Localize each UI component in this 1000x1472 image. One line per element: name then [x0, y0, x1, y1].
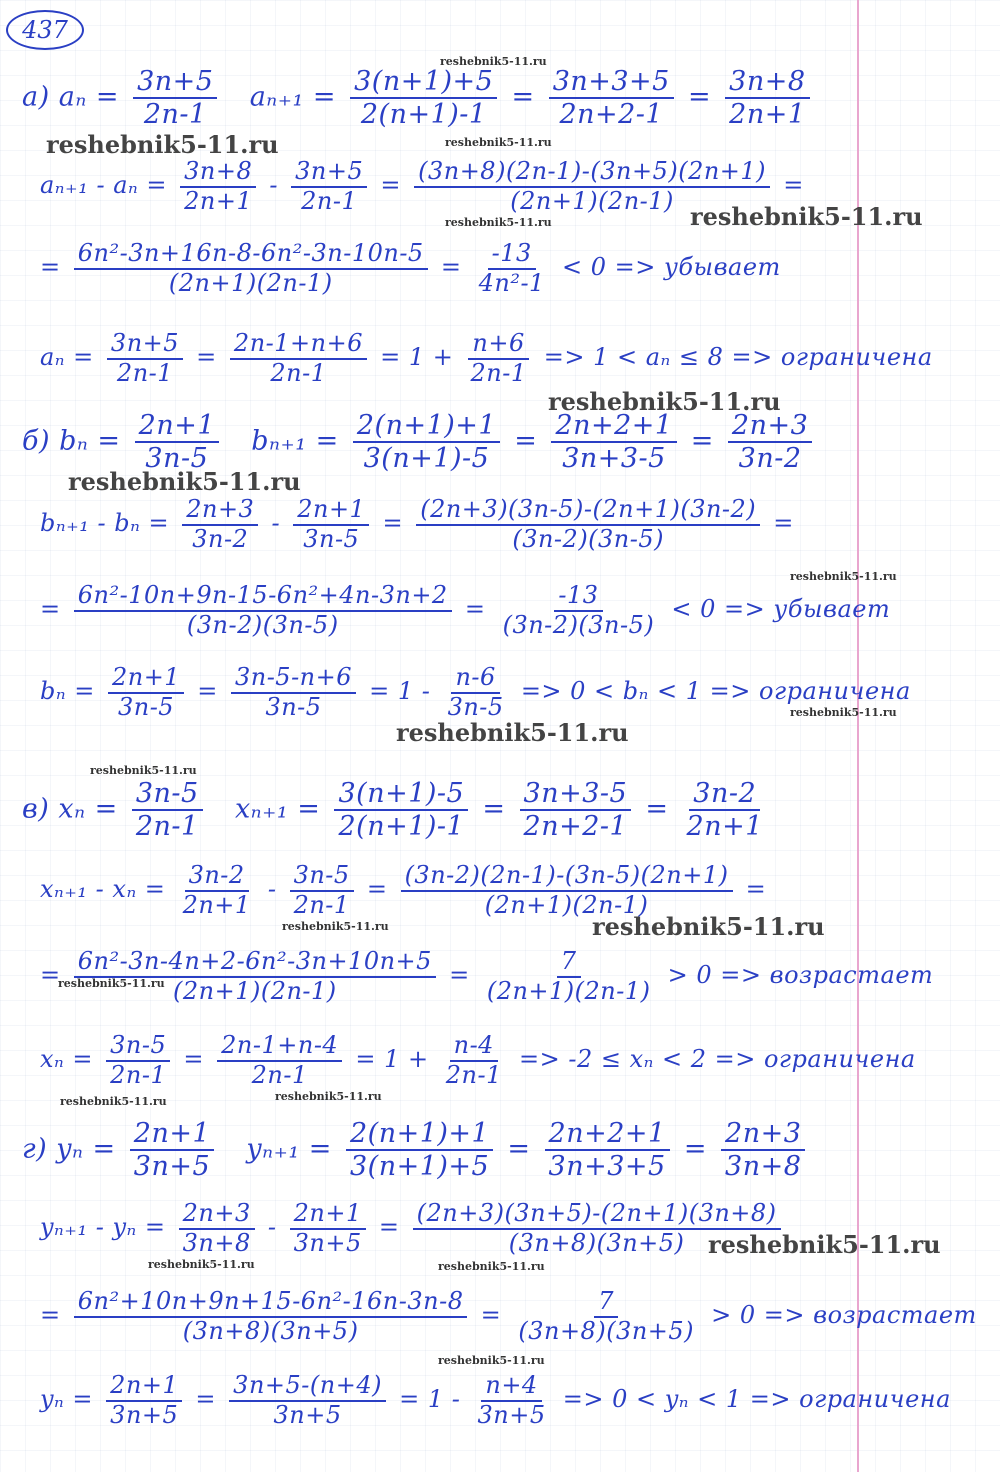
conclusion: => 0 < bₙ < 1 => ограничена [520, 677, 911, 706]
watermark: reshebnik5-11.ru [790, 570, 897, 583]
fraction: $\frac{2n+3}{3n-2}$ [182, 496, 258, 553]
watermark: reshebnik5-11.ru [440, 55, 547, 68]
part-a-line-1: а) aₙ = $\frac{3n+5}{2n-1}$ aₙ₊₁ = $\frac{3(n+1)+5}{2(n+1)-1}$ = $\frac{3n+3+5}{2n+2-1}$ = $\frac{3n+8}{2n+1}$ [22, 66, 815, 130]
lhs: aₙ = [58, 81, 119, 113]
part-b-line-1: б) bₙ = $\frac{2n+1}{3n-5}$ bₙ₊₁ = $\frac{2(n+1)+1}{3(n+1)-5}$ = $\frac{2n+2+1}{3n+3-5}$ = $\frac{2n+3}{3n-2}$ [22, 410, 817, 474]
fraction: $\frac{7}{(2n+1)(2n-1)}$ [486, 947, 651, 1005]
conclusion: => 1 < aₙ ≤ 8 => ограничена [543, 343, 933, 372]
part-a-line-3: = $\frac{\text{6n²-3n+16n-8-6n²-3n-10n-5}}{(2n+1)(2n-1)}$ = $\frac{-13}{\text{4n²-1}}$ < 0 => убывает [40, 239, 781, 297]
part-d-line-1: г) yₙ = $\frac{2n+1}{3n+5}$ yₙ₊₁ = $\frac{2(n+1)+1}{3(n+1)+5}$ = $\frac{2n+2+1}{3n+3+5}$ = $\frac{2n+3}{3n+8}$ [22, 1118, 810, 1182]
part-c-line-3: = $\frac{\text{6n²-3n-4n+2-6n²-3n+10n+5}}{(2n+1)(2n-1)}$ = $\frac{7}{(2n+1)(2n-1)}$ > 0 => возрастает [40, 947, 934, 1005]
fraction: $\frac{3n-5}{2n-1}$ [106, 1032, 170, 1089]
fraction: $\frac{2n+1}{3n-5}$ [108, 664, 184, 721]
fraction: $\frac{3n-2}{2n+1}$ [182, 861, 251, 919]
watermark: reshebnik5-11.ru [592, 912, 825, 941]
fraction: $\frac{3n+3-5}{2n+2-1}$ [520, 778, 632, 842]
watermark: reshebnik5-11.ru [58, 977, 165, 990]
part-a-line-4: aₙ = $\frac{3n+5}{2n-1}$ = $\frac{2n-1+n+6}{2n-1}$ = 1 + $\frac{n+6}{2n-1}$ => 1 < aₙ ≤ 8 => ограничена [40, 329, 933, 387]
conclusion: > 0 => возрастает [711, 1301, 977, 1330]
conclusion: < 0 => убывает [671, 595, 891, 624]
watermark: reshebnik5-11.ru [438, 1260, 545, 1273]
watermark: reshebnik5-11.ru [60, 1095, 167, 1108]
fraction: $\frac{3n+8}{2n+1}$ [725, 66, 809, 130]
fraction: $\frac{2n+3}{3n+8}$ [721, 1118, 805, 1182]
fraction: $\frac{\text{6n²-3n-4n+2-6n²-3n+10n+5}}{(2n+1)(2n-1)}$ [74, 948, 436, 1005]
fraction: $\frac{2n+2+1}{3n+3+5}$ [545, 1118, 670, 1182]
fraction: $\frac{2n+3}{3n+8}$ [179, 1200, 255, 1257]
fraction: $\frac{(3n-2)(2n-1)-(3n-5)(2n+1)}{(2n+1)(2n-1)}$ [401, 862, 733, 919]
part-d-line-2: yₙ₊₁ - yₙ = $\frac{2n+3}{3n+8}$ - $\frac{2n+1}{3n+5}$ = $\frac{(2n+3)(3n+5)-(2n+1)(3n+8)}{(3n+8)(3n+5)}$ [40, 1200, 786, 1257]
fraction: $\frac{-13}{\text{4n²-1}}$ [478, 239, 545, 297]
fraction: $\frac{3n-5}{2n-1}$ [132, 778, 203, 842]
watermark: reshebnik5-11.ru [548, 387, 781, 416]
fraction: $\frac{\text{6n²-10n+9n-15-6n²+4n-3n+2}}{(3n-2)(3n-5)}$ [74, 582, 452, 639]
watermark: reshebnik5-11.ru [282, 920, 389, 933]
fraction: $\frac{2n+3}{3n-2}$ [728, 410, 812, 474]
fraction: $\frac{7}{(3n+8)(3n+5)}$ [518, 1287, 695, 1345]
fraction: $\frac{n-4}{2n-1}$ [445, 1031, 502, 1089]
fraction: $\frac{2n+1}{3n-5}$ [293, 496, 369, 553]
fraction: $\frac{3(n+1)-5}{2(n+1)-1}$ [334, 778, 468, 842]
watermark: reshebnik5-11.ru [708, 1230, 941, 1259]
part-b-line-3: = $\frac{\text{6n²-10n+9n-15-6n²+4n-3n+2}}{(3n-2)(3n-5)}$ = $\frac{-13}{(3n-2)(3n-5)}$ < 0 => убывает [40, 581, 891, 639]
lhs-next: aₙ₊₁ = [249, 81, 337, 113]
fraction: $\frac{3n+5-(n+4)}{3n+5}$ [229, 1372, 386, 1429]
problem-number: 437 [6, 10, 84, 50]
watermark: reshebnik5-11.ru [445, 136, 552, 149]
fraction: $\frac{2n-1+n+6}{2n-1}$ [230, 330, 367, 387]
fraction: $\frac{2n-1+n-4}{2n-1}$ [217, 1032, 342, 1089]
fraction: $\frac{3n-5-n+6}{3n-5}$ [231, 664, 356, 721]
fraction: $\frac{n+6}{2n-1}$ [467, 330, 531, 387]
part-label: в) [22, 793, 50, 825]
fraction: $\frac{3n+5}{2n-1}$ [291, 158, 367, 215]
fraction: $\frac{\text{6n²-3n+16n-8-6n²-3n-10n-5}}{(2n+1)(2n-1)}$ [74, 240, 428, 297]
fraction: $\frac{2(n+1)+1}{3(n+1)+5}$ [346, 1118, 493, 1182]
watermark: reshebnik5-11.ru [275, 1090, 382, 1103]
watermark: reshebnik5-11.ru [790, 706, 897, 719]
conclusion: < 0 => убывает [561, 253, 781, 282]
part-d-line-3: = $\frac{\text{6n²+10n+9n+15-6n²-16n-3n-8}}{(3n+8)(3n+5)}$ = $\frac{7}{(3n+8)(3n+5)}$ > 0 => возрастает [40, 1287, 977, 1345]
part-c-line-2: xₙ₊₁ - xₙ = $\frac{3n-2}{2n+1}$ - $\frac{3n-5}{2n-1}$ = $\frac{(3n-2)(2n-1)-(3n-5)(2n+1)}{(2n+1)(2n-1)}$ = [40, 861, 767, 919]
watermark: reshebnik5-11.ru [90, 764, 197, 777]
part-label: а) [22, 81, 50, 113]
part-c-line-1: в) xₙ = $\frac{3n-5}{2n-1}$ xₙ₊₁ = $\frac{3(n+1)-5}{2(n+1)-1}$ = $\frac{3n+3-5}{2n+2-1}$ = $\frac{3n-2}{2n+1}$ [22, 778, 772, 842]
conclusion: > 0 => возрастает [667, 961, 934, 990]
part-b-line-4: bₙ = $\frac{2n+1}{3n-5}$ = $\frac{3n-5-n+6}{3n-5}$ = 1 - $\frac{n-6}{3n-5}$ => 0 < bₙ < 1 => ограничена [40, 663, 911, 721]
part-b-line-2: bₙ₊₁ - bₙ = $\frac{2n+3}{3n-2}$ - $\frac{2n+1}{3n-5}$ = $\frac{(2n+3)(3n-5)-(2n+1)(3n-2)}{(3n-2)(3n-5)}$ = [40, 495, 794, 553]
fraction: $\frac{(2n+3)(3n-5)-(2n+1)(3n-2)}{(3n-2)(3n-5)}$ [416, 496, 760, 553]
fraction: $\frac{2n+1}{3n+5}$ [130, 1118, 214, 1182]
conclusion: => 0 < yₙ < 1 => ограничена [562, 1385, 951, 1414]
fraction: $\frac{-13}{(3n-2)(3n-5)}$ [502, 581, 655, 639]
fraction: $\frac{2n+1}{3n-5}$ [135, 410, 219, 474]
fraction: $\frac{2n+1}{3n+5}$ [106, 1372, 182, 1429]
fraction: $\frac{3n+5}{2n-1}$ [107, 330, 183, 387]
fraction: $\frac{3n+8}{2n+1}$ [180, 158, 256, 215]
fraction: $\frac{2n+2+1}{3n+3-5}$ [551, 410, 676, 474]
watermark: reshebnik5-11.ru [396, 718, 629, 747]
fraction: $\frac{3n+5}{2n-1}$ [133, 66, 217, 130]
part-label: б) [22, 425, 51, 457]
part-label: г) [22, 1133, 48, 1165]
watermark: reshebnik5-11.ru [148, 1258, 255, 1271]
watermark: reshebnik5-11.ru [438, 1354, 545, 1367]
watermark: reshebnik5-11.ru [445, 216, 552, 229]
fraction: $\frac{n-6}{3n-5}$ [447, 663, 504, 721]
part-a-line-2: aₙ₊₁ - aₙ = $\frac{3n+8}{2n+1}$ - $\frac{3n+5}{2n-1}$ = $\frac{(3n+8)(2n-1)-(3n+5)(2n+1)}{(2n+1)(2n-1)}$ = [40, 157, 804, 215]
fraction: $\frac{2n+1}{3n+5}$ [290, 1200, 366, 1257]
watermark: reshebnik5-11.ru [46, 130, 279, 159]
fraction: $\frac{\text{6n²+10n+9n+15-6n²-16n-3n-8}}{(3n+8)(3n+5)}$ [74, 1288, 468, 1345]
conclusion: => -2 ≤ xₙ < 2 => ограничена [518, 1045, 916, 1074]
watermark: reshebnik5-11.ru [690, 202, 923, 231]
part-c-line-4: xₙ = $\frac{3n-5}{2n-1}$ = $\frac{2n-1+n-4}{2n-1}$ = 1 + $\frac{n-4}{2n-1}$ => -2 ≤ xₙ < 2 => ограничена [40, 1031, 916, 1089]
fraction: $\frac{3n-2}{2n+1}$ [686, 778, 763, 843]
watermark: reshebnik5-11.ru [68, 467, 301, 496]
fraction: $\frac{3(n+1)+5}{2(n+1)-1}$ [350, 66, 497, 130]
fraction: $\frac{(2n+3)(3n+5)-(2n+1)(3n+8)}{(3n+8)(3n+5)}$ [413, 1200, 781, 1257]
fraction: $\frac{2(n+1)+1}{3(n+1)-5}$ [353, 410, 500, 474]
fraction: $\frac{3n+3+5}{2n+2-1}$ [549, 66, 674, 130]
fraction: $\frac{n+4}{3n+5}$ [477, 1371, 546, 1429]
part-d-line-4: yₙ = $\frac{2n+1}{3n+5}$ = $\frac{3n+5-(n+4)}{3n+5}$ = 1 - $\frac{n+4}{3n+5}$ => 0 < yₙ < 1 => ограничена [40, 1371, 951, 1429]
fraction: $\frac{3n-5}{2n-1}$ [290, 862, 354, 919]
fraction: $\frac{(3n+8)(2n-1)-(3n+5)(2n+1)}{(2n+1)(2n-1)}$ [414, 158, 770, 215]
